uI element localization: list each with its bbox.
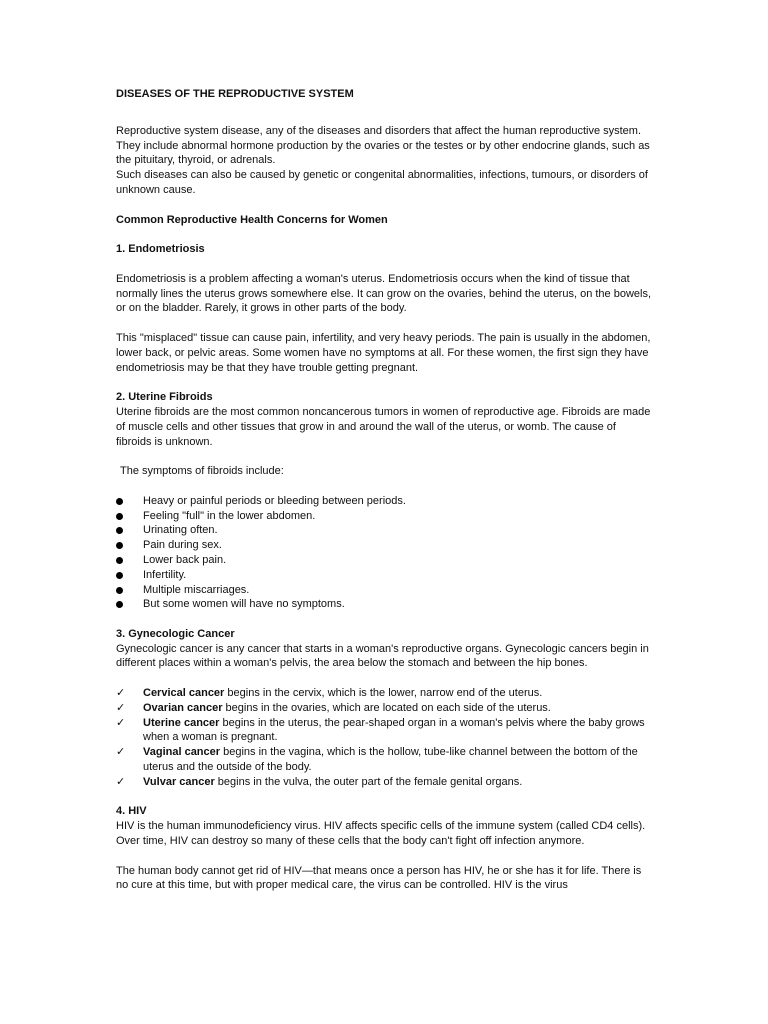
- bullet-icon: [116, 557, 123, 564]
- list-item: [116, 538, 652, 553]
- bullet-icon: [116, 498, 123, 505]
- list-item: [116, 523, 652, 538]
- cancer-type-text: begins in the vulva, the outer part of the female genital organs.: [214, 775, 523, 788]
- women-heading: Common Reproductive Health Concerns for Women: [116, 213, 388, 226]
- list-item-text: Urinating often.: [143, 524, 218, 537]
- list-item: [116, 494, 652, 509]
- endometriosis-paragraph: Endometriosis is a problem affecting a woman's uterus. Endometriosis occurs when the kind of tissue that normally lines the uterus grows somewhere else. It can grow on the ovaries, behind the uterus, on the bowels, or on the bladder. Rarely, it grows in other parts of the body.: [116, 272, 652, 315]
- list-item: [116, 745, 652, 775]
- list-item: [116, 775, 652, 790]
- fibroids-symptom-list: [116, 494, 652, 612]
- fibroids-symptoms-intro: The symptoms of fibroids include:: [120, 465, 284, 478]
- cancer-type-text: begins in the ovaries, which are located on each side of the uterus.: [222, 701, 551, 714]
- cancer-type-name: Vaginal cancer: [143, 746, 221, 759]
- list-item-text: But some women will have no symptoms.: [143, 598, 345, 611]
- list-item: [116, 568, 652, 583]
- check-mark-icon: ✓: [116, 715, 126, 729]
- fibroids-heading: 2. Uterine Fibroids: [116, 391, 213, 404]
- list-item-text: Multiple miscarriages.: [143, 583, 250, 596]
- cancer-type-name: Ovarian cancer: [143, 701, 223, 714]
- list-item: [116, 686, 652, 701]
- endometriosis-heading: 1. Endometriosis: [116, 243, 205, 256]
- list-item-text: Pain during sex.: [143, 539, 222, 552]
- list-item-text: Heavy or painful periods or bleeding between periods.: [143, 494, 406, 507]
- fibroids-paragraph: Uterine fibroids are the most common noncancerous tumors in women of reproductive age. Fibroids are made of muscle cells and other tissues that grow in and around the wall of the uterus, or womb. The cause of fibroids is unknown.: [116, 405, 651, 448]
- cancer-type-text: begins in the vagina, which is the hollow, tube-like channel between the bottom of the uterus and the outside of the body.: [143, 746, 638, 774]
- list-item-text: Lower back pain.: [143, 553, 227, 566]
- intro-paragraph: Such diseases can also be caused by genetic or congenital abnormalities, infections, tumours, or disorders of unknown cause.: [116, 169, 648, 196]
- cancer-type-name: Cervical cancer: [143, 687, 225, 700]
- list-item: [116, 583, 652, 598]
- bullet-icon: [116, 587, 123, 594]
- document-page: [116, 87, 652, 893]
- cancer-type-name: Vulvar cancer: [143, 775, 215, 788]
- intro-paragraph: Reproductive system disease, any of the diseases and disorders that affect the human reproductive system.: [116, 124, 642, 137]
- cancer-type-text: begins in the cervix, which is the lower, narrow end of the uterus.: [224, 687, 543, 700]
- check-mark-icon: ✓: [116, 774, 126, 788]
- hiv-heading: 4. HIV: [116, 805, 147, 818]
- list-item: [116, 701, 652, 716]
- intro-paragraph: They include abnormal hormone production by the ovaries or the testes or by other endocrine glands, such as the pituitary, thyroid, or adrenals.: [116, 139, 650, 167]
- check-mark-icon: ✓: [116, 745, 126, 759]
- cancer-type-name: Uterine cancer: [143, 716, 220, 729]
- hiv-paragraph: HIV is the human immunodeficiency virus. HIV affects specific cells of the immune system (called CD4 cells). Over time, HIV can destroy so many of these cells that the body can't fight off infection anymore.: [116, 820, 646, 848]
- list-item-text: Infertility.: [143, 568, 187, 581]
- cancer-type-text: begins in the uterus, the pear-shaped organ in a woman's pelvis where the baby grows when a woman is pregnant.: [143, 716, 645, 744]
- endometriosis-paragraph: This "misplaced" tissue can cause pain, infertility, and very heavy periods. The pain is usually in the abdomen, lower back, or pelvic areas. Some women have no symptoms at all. For these women, the first sign they have endometriosis may be that they have trouble getting pregnant.: [116, 331, 651, 374]
- list-item-text: Feeling "full" in the lower abdomen.: [143, 509, 316, 522]
- gyn-cancer-heading: 3. Gynecologic Cancer: [116, 627, 235, 640]
- bullet-icon: [116, 513, 123, 520]
- bullet-icon: [116, 542, 123, 549]
- bullet-icon: [116, 601, 123, 608]
- cancer-type-list: [116, 686, 652, 790]
- document-title: DISEASES OF THE REPRODUCTIVE SYSTEM: [116, 88, 354, 100]
- gyn-cancer-paragraph: Gynecologic cancer is any cancer that starts in a woman's reproductive organs. Gynecologic cancers begin in different places within a woman's pelvis, the area below the stomach and between the hip bones.: [116, 642, 649, 670]
- list-item: [116, 553, 652, 568]
- bullet-icon: [116, 572, 123, 579]
- list-item: [116, 509, 652, 524]
- list-item: [116, 716, 652, 746]
- list-item: [116, 597, 652, 612]
- hiv-paragraph: The human body cannot get rid of HIV—that means once a person has HIV, he or she has it for life. There is no cure at this time, but with proper medical care, the virus can be controlled. HIV is the virus: [116, 864, 642, 892]
- check-mark-icon: ✓: [116, 700, 126, 714]
- check-mark-icon: ✓: [116, 686, 126, 700]
- bullet-icon: [116, 527, 123, 534]
